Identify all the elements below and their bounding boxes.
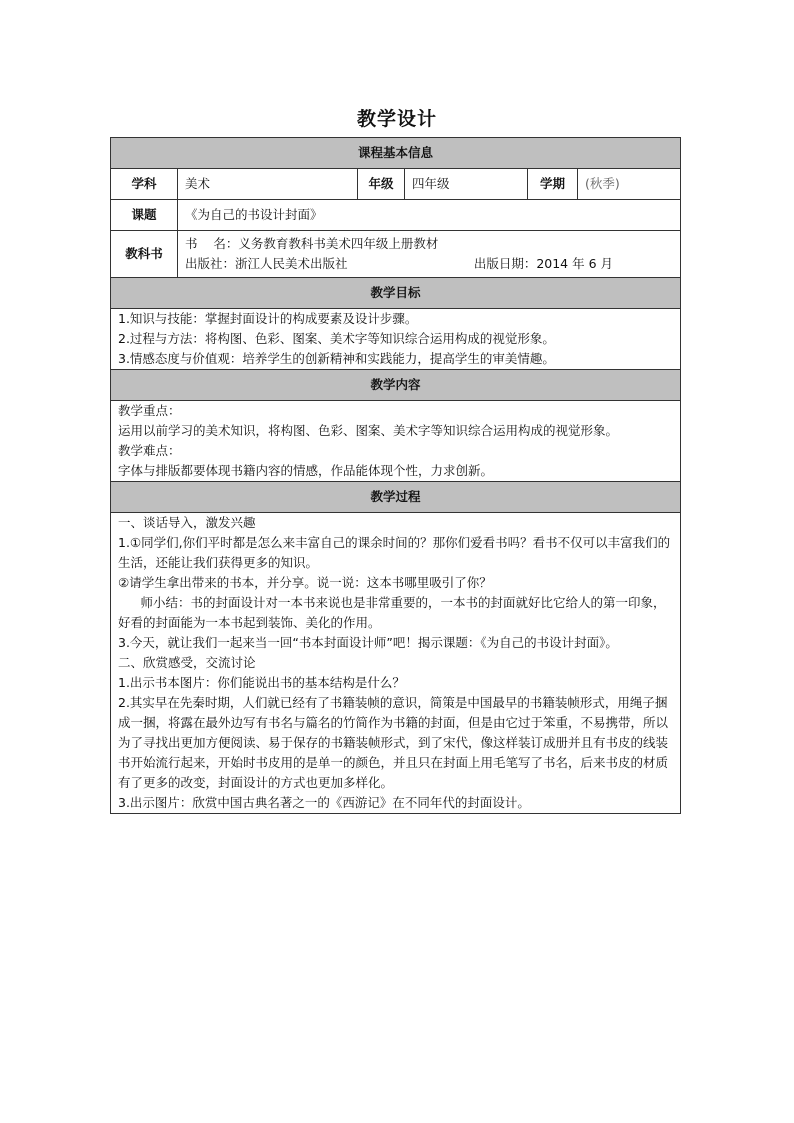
process-row bbox=[111, 513, 681, 814]
difficulty-label: 教学难点： bbox=[118, 443, 181, 458]
goal-item: 1.知识与技能：掌握封面设计的构成要素及设计步骤。 bbox=[118, 311, 418, 326]
process-paragraph: 1.①同学们,你们平时都是怎么来丰富自己的课余时间的？那你们爱看书吗？看书不仅可以丰富我们的生活，还能让我们获得更多的知识。 bbox=[118, 535, 671, 570]
section-header-process: 教学过程 bbox=[111, 482, 681, 513]
process-heading: 一、谈话导入，激发兴趣 bbox=[118, 515, 256, 530]
process-paragraph: 3.出示图片：欣赏中国古典名著之一的《西游记》在不同年代的封面设计。 bbox=[118, 795, 530, 810]
process-paragraph: 3.今天，就让我们一起来当一回“书本封面设计师”吧！揭示课题：《为自己的书设计封面》。 bbox=[118, 635, 618, 650]
section-header-basic: 课程基本信息 bbox=[111, 138, 681, 169]
process-paragraph: 1.出示书本图片：你们能说出书的基本结构是什么？ bbox=[118, 675, 405, 690]
process-cell bbox=[111, 513, 681, 814]
goal-item: 3.情感态度与价值观：培养学生的创新精神和实践能力，提高学生的审美情趣。 bbox=[118, 351, 555, 366]
publish-date: 出版日期：2014 年 6 月 bbox=[473, 256, 614, 271]
grade-label: 年级 bbox=[358, 169, 405, 200]
book-name: 书 名：义务教育教科书美术四年级上册教材 bbox=[185, 236, 439, 251]
publisher: 出版社：浙江人民美术出版社 bbox=[185, 256, 348, 271]
subject-row bbox=[111, 169, 681, 200]
key-point-label: 教学重点： bbox=[118, 403, 181, 418]
section-header-row bbox=[111, 138, 681, 169]
subject-label: 学科 bbox=[111, 169, 178, 200]
page-title: 教学设计 bbox=[356, 108, 437, 130]
process-paragraph: 师小结：书的封面设计对一本书来说也是非常重要的，一本书的封面就好比它给人的第一印象，好看的封面能为一本书起到装饰、美化的作用。 bbox=[118, 595, 666, 630]
section-header-row bbox=[111, 278, 681, 309]
goals-row bbox=[111, 309, 681, 370]
topic-value: 《为自己的书设计封面》 bbox=[178, 200, 681, 231]
subject-value: 美术 bbox=[178, 169, 358, 200]
goal-item: 2.过程与方法：将构图、色彩、图案、美术字等知识综合运用构成的视觉形象。 bbox=[118, 331, 555, 346]
textbook-info bbox=[178, 231, 681, 278]
textbook-row bbox=[111, 231, 681, 278]
term-value: (秋季) bbox=[578, 169, 681, 200]
difficulty-text: 字体与排版都要体现书籍内容的情感，作品能体现个性，力求创新。 bbox=[118, 463, 494, 478]
section-header-content: 教学内容 bbox=[111, 370, 681, 401]
section-header-goals: 教学目标 bbox=[111, 278, 681, 309]
textbook-label: 教科书 bbox=[111, 231, 178, 278]
topic-row bbox=[111, 200, 681, 231]
process-heading: 二、欣赏感受，交流讨论 bbox=[118, 655, 256, 670]
goals-cell bbox=[111, 309, 681, 370]
lesson-plan-table bbox=[110, 137, 681, 814]
publisher-line bbox=[185, 254, 673, 274]
section-header-row bbox=[111, 482, 681, 513]
content-cell bbox=[111, 401, 681, 482]
grade-value: 四年级 bbox=[405, 169, 528, 200]
section-header-row bbox=[111, 370, 681, 401]
content-row bbox=[111, 401, 681, 482]
key-point-text: 运用以前学习的美术知识，将构图、色彩、图案、美术字等知识综合运用构成的视觉形象。 bbox=[118, 423, 619, 438]
process-paragraph: ②请学生拿出带来的书本，并分享。说一说：这本书哪里吸引了你？ bbox=[118, 575, 492, 590]
process-paragraph: 2.其实早在先秦时期，人们就已经有了书籍装帧的意识，简策是中国最早的书籍装帧形式，用绳子捆成一捆，将露在最外边写有书名与篇名的竹简作为书籍的封面，但是由它过于笨重，不易携带，所以为了寻找出更加方便阅读、易于保存的书籍装帧形式，到了宋代，像这样装订成册并且有书皮的线装书开始流行起来，开始时书皮用的是单一的颜色，并且只在封面上用毛笔写了书名，后来书皮的材质有了更多的改变，封面设计的方式也更加多样化。 bbox=[118, 695, 669, 790]
topic-label: 课题 bbox=[111, 200, 178, 231]
term-label: 学期 bbox=[528, 169, 578, 200]
